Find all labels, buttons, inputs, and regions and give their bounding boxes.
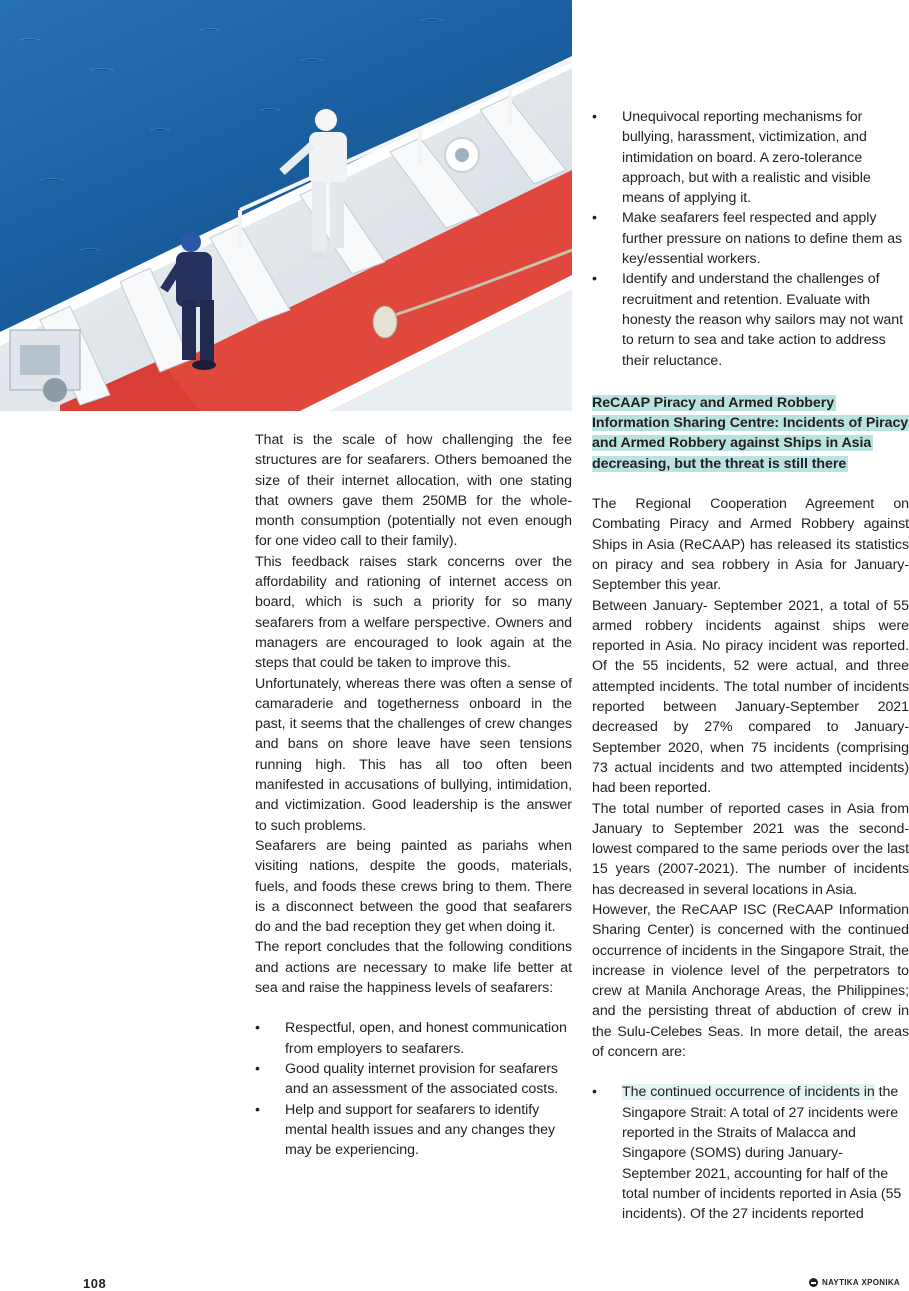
list-item-text: Make seafarers feel respected and apply further pressure on nations to define them as key/essential workers. [622,210,903,268]
body-paragraph: Seafarers are being painted as pariahs when visiting nations, despite the goods, materials, fuels, and foods these crews bring to them. There is a disconnect between the good that seafarers do and the bad reception they get when doing it. [255,837,572,936]
body-paragraph: However, the ReCAAP ISC (ReCAAP Information Sharing Center) is concerned with the continued occurrence of incidents in the Singapore Strait, the increase in violence level of the perpetrators to crew at Manila Anchorage Areas, the Philippines; and the persisting threat of abduction of crew in the Sulu-Celebes Seas. In more detail, the areas of concern are: [592,901,909,1061]
bullet-icon: • [255,1020,260,1037]
bullet-icon: • [592,271,597,288]
list-item-highlight: The continued occurrence of incidents in [622,1084,875,1101]
ship-deck-illustration [0,0,572,411]
list-item-text: Respectful, open, and honest communication from employers to seafarers. [285,1020,567,1057]
list-item [255,1059,572,1100]
bullet-icon: • [592,210,597,227]
list-item [592,1082,909,1224]
body-paragraph: Unfortunately, whereas there was often a sense of camaraderie and togetherness onboard in the past, it seems that the challenges of crew changes and bans on shore leave have seen tensions running high. This has all too often been manifested in accusations of bullying, intimidation, and victimization. Good leadership is the answer to such problems. [255,675,572,834]
page-number: 108 [83,1276,107,1291]
list-item [255,1100,572,1161]
list-item-text: Identify and understand the challenges of recruitment and retention. Evaluate with honesty the reason why sailors may not want to return to sea and take action to address their reluctance. [622,271,903,369]
list-item [592,269,909,370]
list-item [592,208,909,269]
body-paragraph: The Regional Cooperation Agreement on Combating Piracy and Armed Robbery against Ships in Asia (ReCAAP) has released its statistics on piracy and sea robbery in Asia for January-September this year. [592,496,909,594]
list-item [592,107,909,208]
body-paragraph: This feedback raises stark concerns over the affordability and rationing of internet access on board, which is such a priority for so many seafarers from a welfare perspective. Owners and managers are encouraged to look again at the steps that could be taken to improve this. [255,553,572,672]
brand-name: ΝΑΥΤΙΚΑ ΧΡΟΝΙΚΑ [822,1278,900,1287]
bullet-icon: • [592,109,597,125]
body-paragraph: The total number of reported cases in Asia from January to September 2021 was the second-lowest compared to the same periods over the last 15 years (2007-2021). The number of incidents has decreased in several locations in Asia. [592,800,909,898]
ship-deck-photo [0,0,572,411]
section-heading-text: ReCAAP Piracy and Armed Robbery Information Sharing Centre: Incidents of Piracy and Armed Robbery against Ships in Asia decreasing, but the threat is still there [592,394,909,472]
recommendations-list-continued [592,107,909,371]
bullet-icon: • [255,1060,260,1077]
body-paragraph: The report concludes that the following conditions and actions are necessary to make life better at sea and raise the happiness levels of seafarers: [255,939,572,997]
brand-logo-icon [809,1278,818,1287]
recommendations-list [255,1018,572,1160]
section-heading [592,393,909,474]
left-column [255,430,572,1160]
body-paragraph: That is the scale of how challenging the fee structures are for seafarers. Others bemoaned the size of their internet allocation, with one stating that owners gave them 250MB for the whole-month consumption (potentially not even enough for one video call to their family). [255,432,572,550]
bullet-icon: • [592,1084,597,1101]
list-item-text: Help and support for seafarers to identify mental health issues and any changes they may be experiencing. [285,1101,556,1159]
publication-brand [809,1278,900,1287]
list-item-text: the Singapore Strait: A total of 27 incidents were reported in the Straits of Malacca and Singapore (SOMS) during January-September 2021, accounting for half of the total number of incidents reported in Asia (55 incidents). Of the 27 incidents reported [622,1084,902,1223]
areas-of-concern-list [592,1082,909,1224]
list-item [255,1018,572,1059]
list-item-text: Good quality internet provision for seafarers and an assessment of the associated costs. [285,1060,559,1098]
right-column [592,107,909,1224]
bullet-icon: • [255,1101,260,1118]
body-paragraph: Between January- September 2021, a total of 55 armed robbery incidents against ships were reported in Asia. No piracy incident was reported. Of the 55 incidents, 52 were actual, and three attempted incidents. The total number of incidents reported between January-September 2021 decreased by 27% compared to January-September 2020, when 75 incidents (comprising 73 actual incidents and two attempted incidents) had been reported. [592,597,909,797]
list-item-text: Unequivocal reporting mechanisms for bullying, harassment, victimization, and intimidation on board. A zero-tolerance approach, but with a realistic and visible means of applying it. [622,109,871,207]
